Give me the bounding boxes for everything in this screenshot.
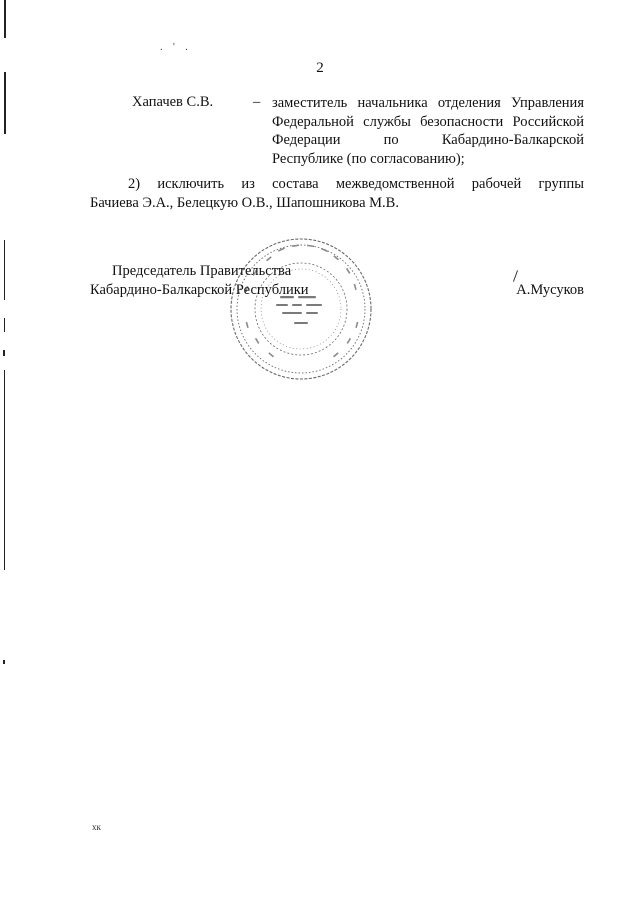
scan-edge-mark xyxy=(4,370,5,570)
scan-edge-mark xyxy=(4,240,5,300)
signatory-title-line: Кабардино-Балкарской Республики xyxy=(90,282,309,298)
exclusion-clause-line: Бачиева Э.А., Белецкую О.В., Шапошникова М.В. xyxy=(90,194,399,211)
member-role xyxy=(272,94,584,168)
signatory-name: А.Мусуков xyxy=(516,282,584,298)
member-role-line: Республике (по согласованию); xyxy=(272,150,465,167)
header-dots: . ' . xyxy=(160,42,192,53)
exclusion-clause-line: 2) исключить из состава межведомственной рабочей группы xyxy=(128,176,584,192)
scan-edge-mark xyxy=(4,318,5,332)
exclusion-clause xyxy=(90,175,584,212)
scan-edge-mark xyxy=(3,350,5,356)
scan-edge-mark xyxy=(4,72,6,134)
signature-block xyxy=(90,262,584,300)
signatory-title-line: Председатель Правительства xyxy=(112,263,292,279)
member-role-line: заместитель начальника отделения Управления xyxy=(272,95,584,111)
member-role-line: Федеральной службы безопасности Российской xyxy=(272,113,584,130)
scan-edge-mark xyxy=(4,0,6,38)
official-seal xyxy=(228,236,374,382)
scan-edge-mark xyxy=(3,660,5,664)
member-dash: – xyxy=(253,94,261,110)
member-role-line: Федерации по Кабардино-Балкарской xyxy=(272,132,584,148)
footer-mark: хк xyxy=(92,822,101,832)
page-number: 2 xyxy=(316,60,324,76)
member-name: Хапачев С.В. xyxy=(132,94,214,110)
